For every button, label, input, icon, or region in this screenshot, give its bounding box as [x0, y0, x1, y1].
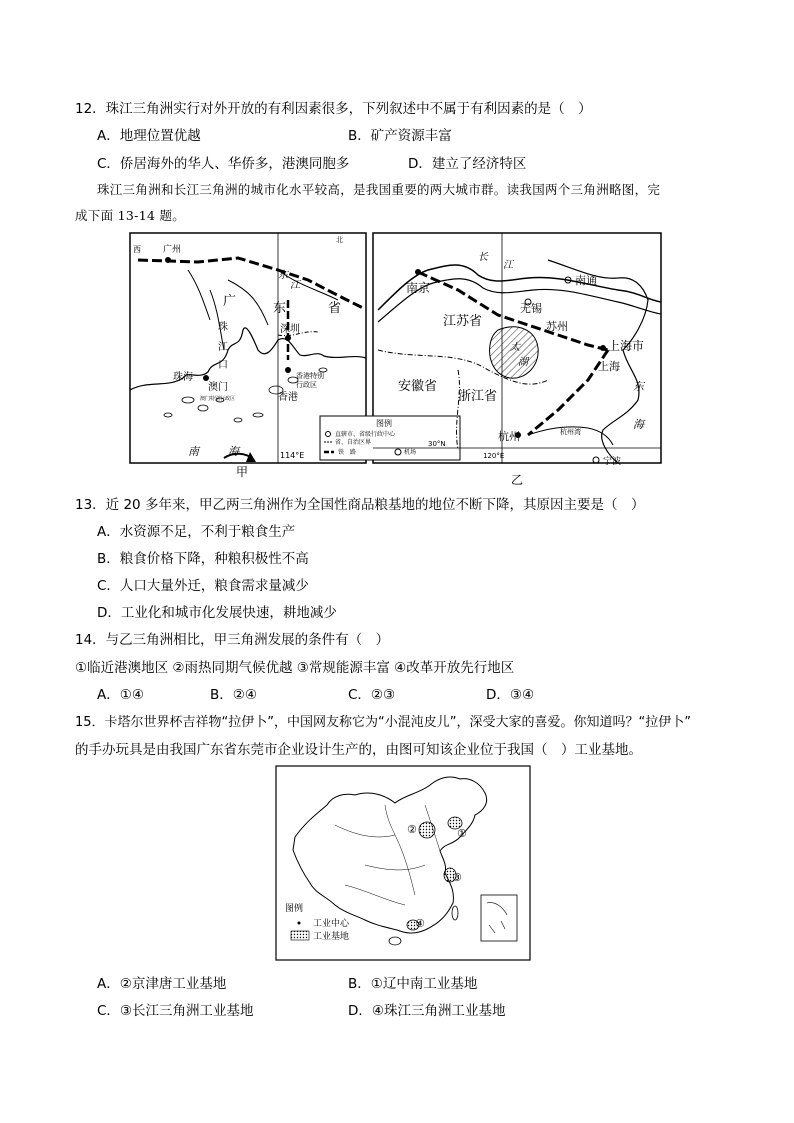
svg-text:工业中心: 工业中心 — [313, 919, 350, 929]
label-nanjing: 南京 — [406, 281, 431, 295]
label-zhejiang: 浙江省 — [458, 389, 498, 404]
svg-text:省: 省 — [328, 301, 342, 316]
guangzhou-city-dot — [165, 257, 171, 263]
svg-text:行政区: 行政区 — [296, 381, 317, 389]
svg-text:30°N: 30°N — [428, 440, 446, 448]
svg-text:东: 东 — [633, 380, 644, 393]
marker-4: ④ — [415, 917, 425, 930]
svg-text:广: 广 — [223, 294, 237, 309]
label-shanghai-city: 上海市 — [608, 339, 645, 353]
svg-text:海: 海 — [228, 445, 239, 458]
svg-text:澳门特别行政区: 澳门特别行政区 — [200, 396, 236, 402]
q12-stem: 12．珠江三角洲实行对外开放的有利因素很多，下列叙述中不属于有利因素的是（ ） — [75, 101, 592, 117]
svg-text:上海: 上海 — [598, 360, 620, 373]
intro-line-1: 珠江三角洲和长江三角洲的城市化水平较高，是我国重要的两大城市群。读我国两个三角洲略图，完 — [97, 182, 661, 197]
q14-option-c[interactable]: C．②③ — [348, 687, 396, 703]
svg-text:湖: 湖 — [518, 357, 528, 368]
marker-1: ① — [457, 827, 467, 840]
q13-stem: 13．近 20 多年来，甲乙两三角洲作为全国性商品粮基地的地位不断下降，其原因主要是（ ） — [75, 497, 645, 513]
label-hongkong: 香港 — [278, 392, 298, 403]
south-china-sea-inset — [481, 895, 517, 941]
label-zhuhai: 珠海 — [173, 372, 193, 383]
intro-line-2: 成下面 13-14 题。 — [75, 208, 186, 223]
svg-text:口: 口 — [218, 360, 228, 371]
q14-option-b[interactable]: B．②④ — [210, 687, 257, 703]
svg-text:120°E: 120°E — [483, 452, 505, 460]
map-legend — [320, 416, 460, 460]
svg-text:香港特别: 香港特别 — [296, 372, 324, 380]
q13-option-d[interactable]: D．工业化和城市化发展快速，耕地减少 — [97, 605, 337, 621]
q15-option-c[interactable]: C．③长江三角洲工业基地 — [97, 1003, 254, 1019]
q12-option-a[interactable]: A．地理位置优越 — [97, 128, 201, 144]
q14-conditions: ①临近港澳地区 ②雨热同期气候优越 ③常规能源丰富 ④改革开放先行地区 — [75, 660, 515, 676]
svg-text:图例: 图例 — [376, 419, 392, 428]
label-jia: 甲 — [236, 465, 249, 479]
label-wuxi: 无锡 — [520, 302, 542, 315]
q13-option-c[interactable]: C．人口大量外迁，粮食需求量减少 — [97, 578, 309, 594]
marker-3: ③ — [452, 871, 462, 884]
svg-text:江: 江 — [290, 280, 300, 291]
label-yi: 乙 — [511, 473, 524, 487]
label-guangzhou: 广州 — [163, 245, 182, 255]
china-industrial-bases-map — [275, 765, 531, 961]
q13-option-a[interactable]: A．水资源不足，不利于粮食生产 — [97, 524, 296, 540]
q15-stem-line-1: 15．卡塔尔世界杯吉祥物“拉伊卜”，中国网友称它为“小混沌皮儿”，深受大家的喜爱。你知道吗？“拉伊卜” — [75, 715, 691, 730]
delta-maps-figure — [128, 230, 664, 488]
svg-text:东: 东 — [273, 301, 287, 316]
svg-text:杭州湾: 杭州湾 — [560, 428, 581, 436]
label-macau: 澳门 — [208, 382, 228, 393]
label-shenzhen: 深圳 — [280, 324, 300, 335]
q15-option-a[interactable]: A．②京津唐工业基地 — [97, 976, 227, 992]
svg-text:长: 长 — [478, 252, 488, 263]
label-anhui: 安徽省 — [398, 379, 438, 394]
svg-text:南: 南 — [188, 445, 199, 458]
svg-text:北: 北 — [336, 236, 343, 244]
q15-stem-line-2: 的手办玩具是由我国广东省东莞市企业设计生产的，由图可知该企业位于我国（ ）工业基地。 — [75, 742, 642, 758]
svg-text:珠: 珠 — [218, 322, 228, 333]
svg-text:西: 西 — [133, 245, 141, 254]
q14-option-a[interactable]: A．①④ — [97, 687, 144, 703]
label-jiangsu: 江苏省 — [443, 314, 483, 329]
map2-legend-title: 图例 — [285, 904, 304, 914]
q12-option-c[interactable]: C．侨居海外的华人、华侨多，港澳同胞多 — [97, 156, 350, 172]
svg-text:直辖市、省级行政中心: 直辖市、省级行政中心 — [335, 431, 396, 438]
q12-option-b[interactable]: B．矿产资源丰富 — [348, 128, 452, 144]
svg-text:机场: 机场 — [404, 449, 417, 456]
q14-stem: 14．与乙三角洲相比，甲三角洲发展的条件有（ ） — [75, 632, 390, 648]
label-suzhou: 苏州 — [546, 320, 568, 333]
label-hangzhou: 杭州 — [498, 430, 520, 443]
q12-option-d[interactable]: D．建立了经济特区 — [408, 156, 527, 172]
q15-option-d[interactable]: D．④珠江三角洲工业基地 — [348, 1003, 506, 1019]
svg-text:太: 太 — [510, 342, 520, 353]
svg-text:铁 路: 铁 路 — [338, 449, 357, 456]
svg-text:114°E: 114°E — [280, 451, 305, 460]
q14-option-d[interactable]: D．③④ — [486, 687, 535, 703]
svg-text:工业基地: 工业基地 — [313, 932, 350, 942]
marker-2: ② — [407, 823, 417, 836]
label-nantong: 南通 — [575, 274, 597, 287]
svg-text:江: 江 — [503, 260, 513, 271]
q15-option-b[interactable]: B．①辽中南工业基地 — [348, 976, 478, 992]
svg-text:省、自治区界: 省、自治区界 — [335, 439, 372, 446]
svg-text:东: 东 — [278, 270, 288, 281]
svg-text:海: 海 — [633, 418, 644, 431]
label-ningbo: 宁波 — [603, 457, 622, 467]
svg-text:江: 江 — [218, 342, 228, 353]
q13-option-b[interactable]: B．粮食价格下降，种粮积极性不高 — [97, 551, 309, 567]
